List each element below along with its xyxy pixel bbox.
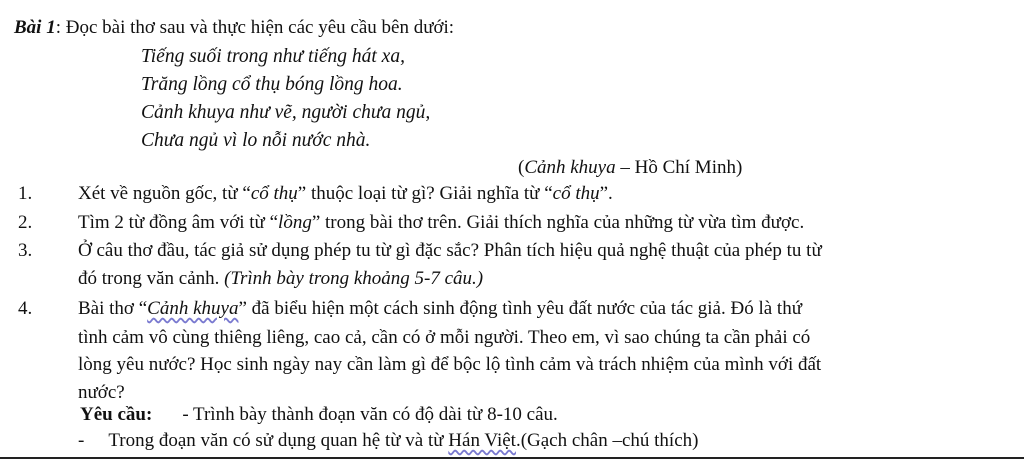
poem-line-3: Cảnh khuya như vẽ, người chưa ngủ, — [141, 102, 431, 123]
question-2-number: 2. — [18, 212, 33, 233]
poem-line-4: Chưa ngủ vì lo nỗi nước nhà. — [141, 130, 371, 151]
poem-line-1: Tiếng suối trong như tiếng hát xa, — [141, 46, 405, 67]
poem-line-2: Trăng lồng cổ thụ bóng lồng hoa. — [141, 74, 403, 95]
exercise-instruction: : Đọc bài thơ sau và thực hiện các yêu cầu bên dưới: — [55, 17, 455, 38]
question-3-text-line-1: Ở câu thơ đầu, tác giả sử dụng phép tu từ gì đặc sắc? Phân tích hiệu quả nghệ thuật của phép tu từ — [78, 240, 822, 261]
requirement — [80, 403, 558, 427]
requirement-bullet: - Trong đoạn văn có sử dụng quan hệ từ và từ Hán Việt.(Gạch chân –chú thích) — [78, 430, 699, 451]
poem-work-title: Cảnh khuya — [524, 157, 616, 178]
question-3-number: 3. — [18, 240, 33, 261]
question-4-text-line-3: lòng yêu nước? Học sinh ngày nay cần làm gì để bộc lộ tình cảm và trách nhiệm của mình với đất — [78, 354, 822, 375]
poem-source: (Cảnh khuya – Hồ Chí Minh) — [518, 157, 743, 178]
question-2-text: Tìm 2 từ đồng âm với từ “lồng” trong bài thơ trên. Giải thích nghĩa của những từ vừa tìm được. — [78, 212, 805, 233]
requirement-text: - Trình bày thành đoạn văn có độ dài từ 8-10 câu. — [182, 404, 558, 425]
question-1-number: 1. — [18, 183, 33, 204]
requirement-label: Yêu cầu: — [80, 404, 153, 425]
exercise-heading — [14, 16, 454, 40]
question-4-text-line-4: nước? — [78, 382, 125, 403]
question-4-number: 4. — [18, 298, 33, 319]
question-4-text-line-1: Bài thơ “Cảnh khuya” đã biểu hiện một cách sinh động tình yêu đất nước của tác giả. Đó là thứ — [78, 298, 802, 319]
exercise-label: Bài 1 — [14, 17, 56, 38]
question-4-text-line-2: tình cảm vô cùng thiêng liêng, cao cả, cần có ở mỗi người. Theo em, vì sao chúng ta cần phải có — [78, 327, 811, 348]
question-3-text-line-2: đó trong văn cảnh. (Trình bày trong khoảng 5-7 câu.) — [78, 268, 484, 289]
question-1-text: Xét về nguồn gốc, từ “cổ thụ” thuộc loại từ gì? Giải nghĩa từ “cổ thụ”. — [78, 183, 613, 204]
